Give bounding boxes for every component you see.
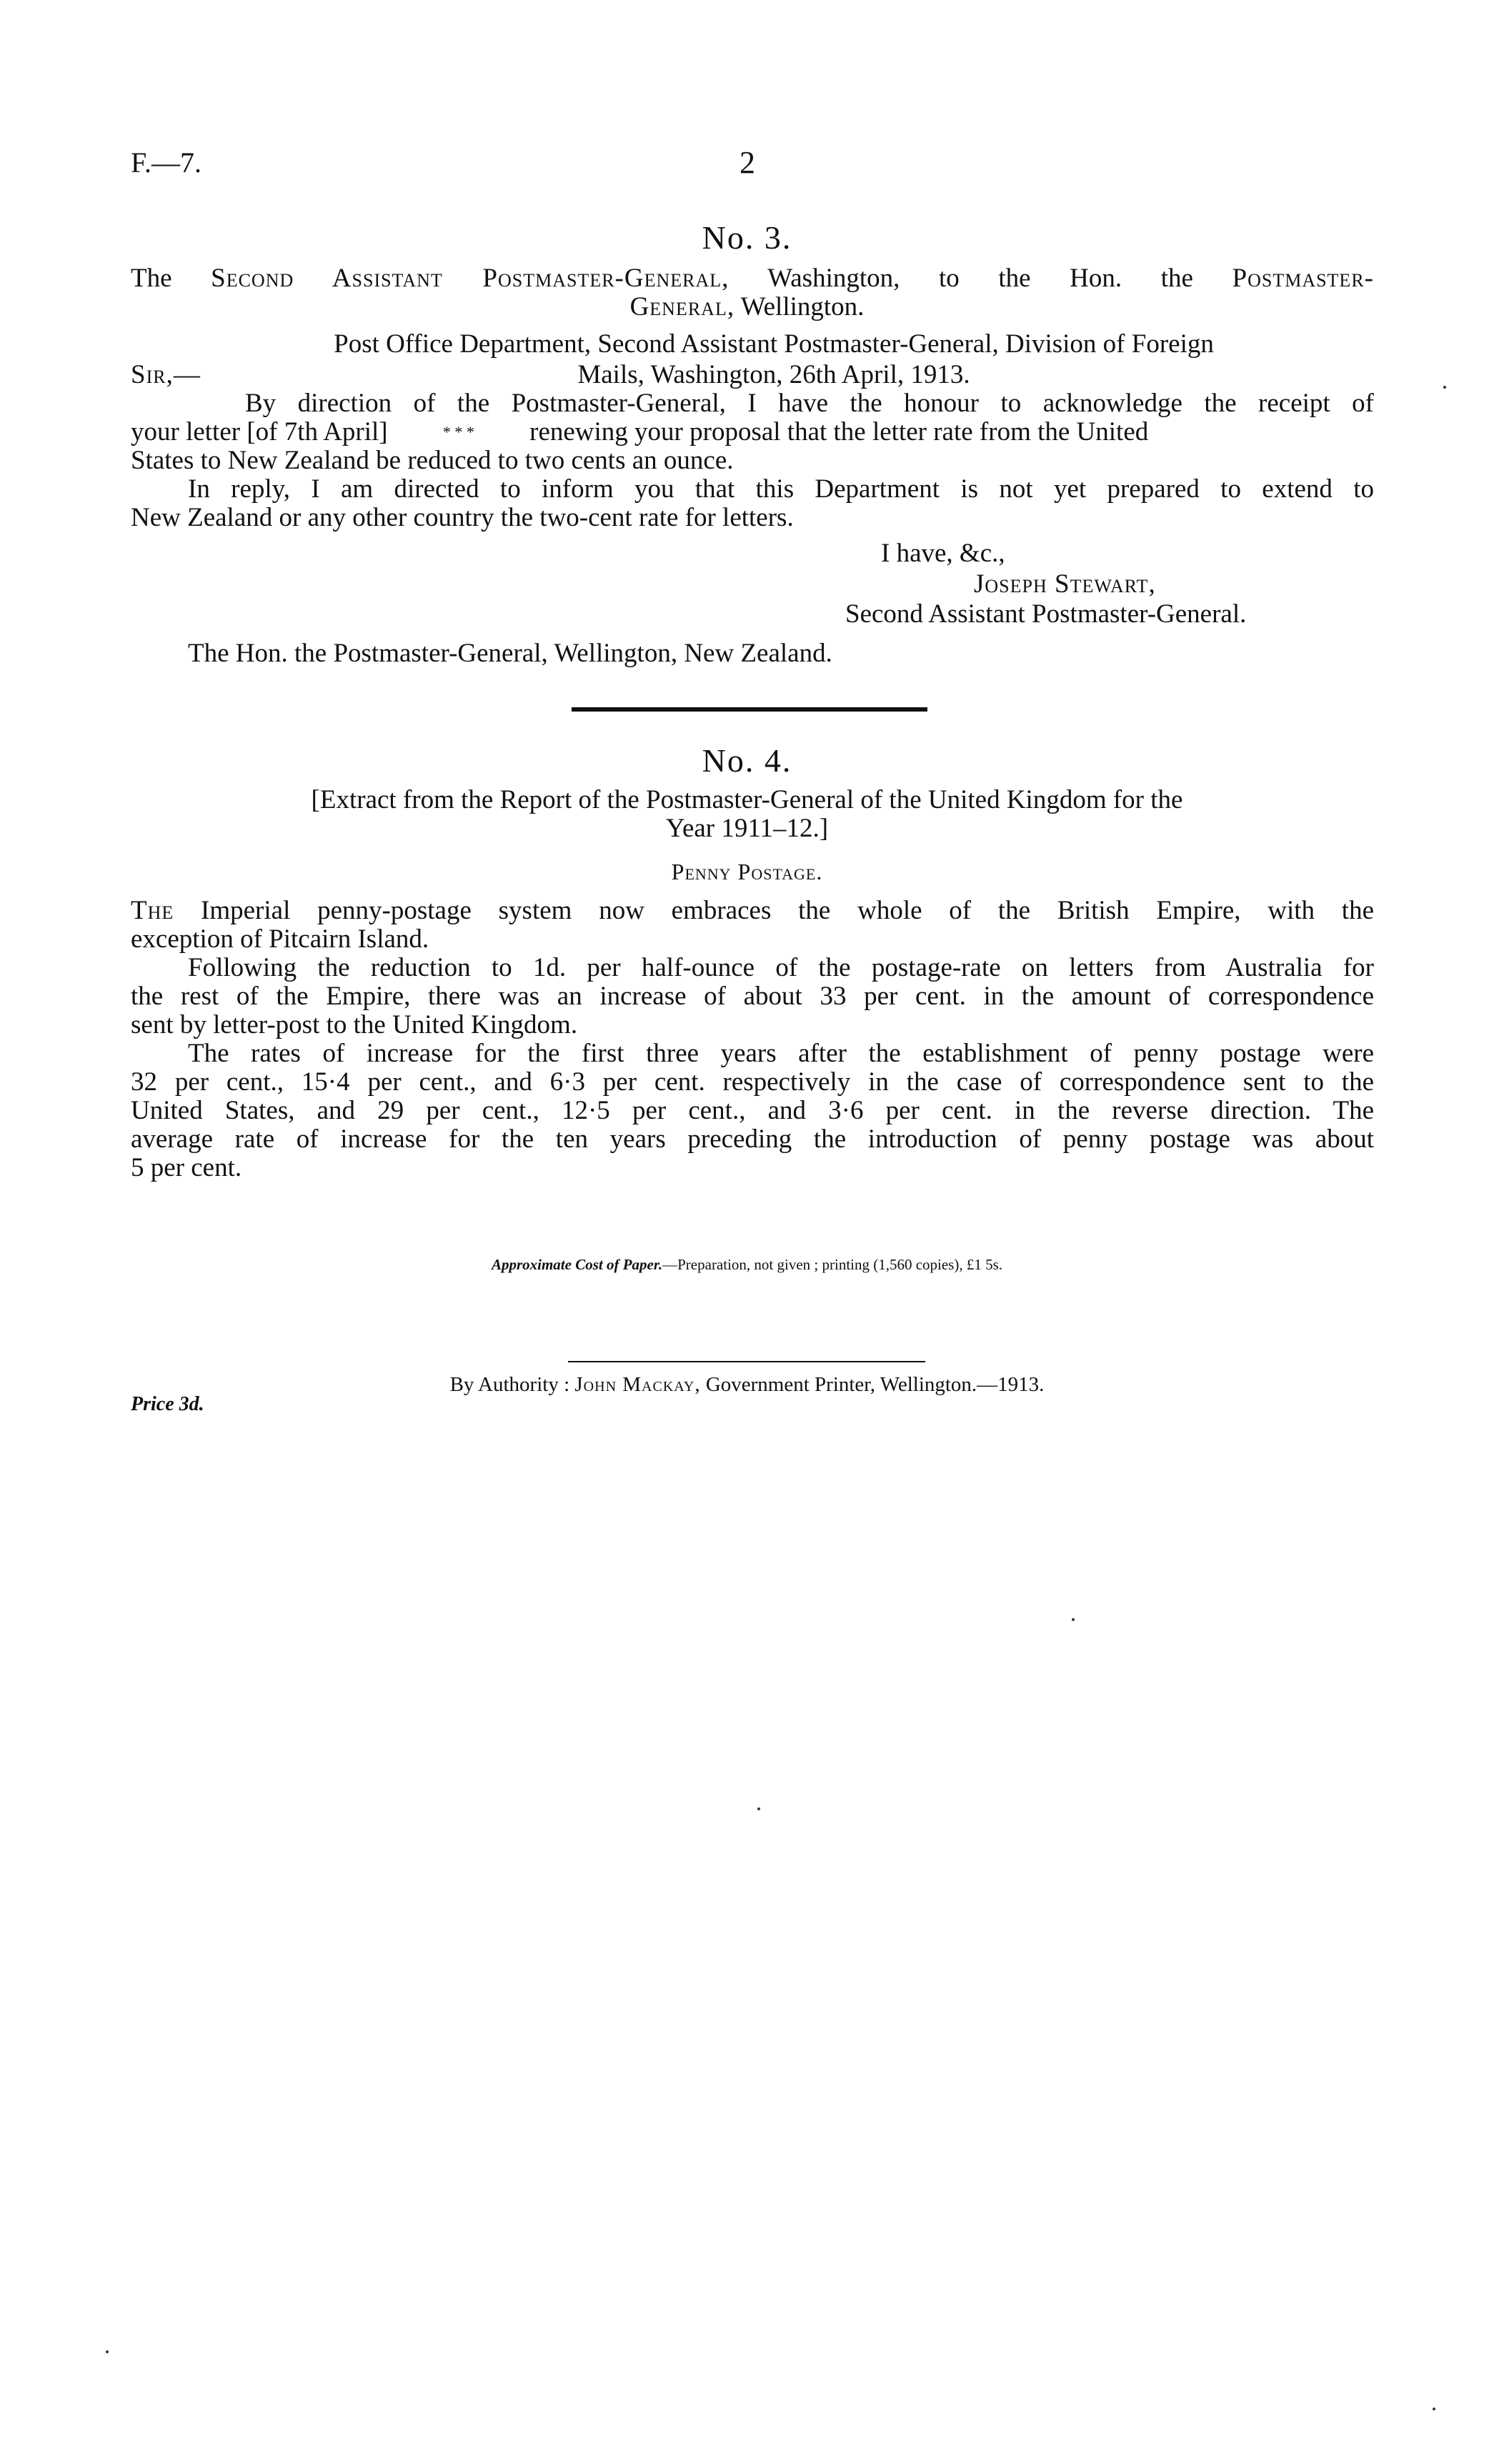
paragraph-lead-word: The [131, 896, 174, 925]
paragraph-1-line-1: By direction of the Postmaster-General, I have the honour to acknowledge the receipt of [245, 389, 1374, 418]
price: Price 3d. [131, 1393, 204, 1415]
paragraph-1-line-2 [131, 418, 1374, 447]
paragraph-2-line-2: New Zealand or any other country the two-cent rate for letters. [131, 503, 794, 532]
penny-paragraph-3-line-1: The rates of increase for the first three years after the establishment of penny postage were [188, 1039, 1374, 1068]
scan-speck [1072, 1618, 1075, 1621]
recipient-title: Postmaster- [1232, 264, 1374, 293]
address-middle: Washington, to the Hon. the [767, 264, 1193, 293]
paragraph-1-line-2b: renewing your proposal that the letter rate from the United [529, 417, 1149, 447]
penny-paragraph-1-text: Imperial penny-postage system now embraces the whole of the British Empire, with the [201, 896, 1374, 925]
penny-paragraph-3-line-3: United States, and 29 per cent., 12·5 per cent., and 3·6 per cent. in the reverse direction. The [131, 1096, 1374, 1125]
printer-name: John Mackay, [574, 1373, 701, 1396]
footer-rule [568, 1361, 925, 1362]
document-number-4: No. 4. [702, 742, 792, 779]
penny-paragraph-3-line-5: 5 per cent. [131, 1153, 242, 1182]
section-divider [572, 707, 927, 712]
penny-paragraph-2-line-2: the rest of the Empire, there was an increase of about 33 per cent. in the amount of correspondence [131, 982, 1374, 1011]
recipient-title-cont: General, [629, 292, 735, 321]
paragraph-2-line-1: In reply, I am directed to inform you that this Department is not yet prepared to extend to [188, 474, 1374, 504]
sender-title: Second Assistant Postmaster-General, [211, 264, 729, 293]
scan-speck [1433, 2408, 1435, 2410]
address-line-1: The Second Assistant Postmaster-General, Washington, to the Hon. the Postmaster- [131, 264, 1374, 293]
authority-details: Government Printer, Wellington.—1913. [705, 1373, 1045, 1396]
addressee: The Hon. the Postmaster-General, Wellington, New Zealand. [188, 639, 832, 668]
omission-asterisks: * * * [442, 423, 474, 441]
scan-speck [1443, 386, 1446, 389]
closing: I have, &c., [881, 539, 1005, 568]
penny-paragraph-1-line-1 [131, 897, 1374, 925]
authority-prefix: By Authority : [449, 1373, 570, 1396]
penny-paragraph-2-line-1: Following the reduction to 1d. per half-ounce of the postage-rate on letters from Australia for [188, 953, 1374, 982]
address-line-2 [0, 293, 1494, 321]
scan-speck [106, 2350, 109, 2353]
signatory-name: Joseph Stewart, [974, 569, 1156, 599]
document-number-3: No. 3. [702, 219, 792, 256]
document-reference: F.—7. [131, 146, 202, 179]
section-title: Penny Postage. [671, 859, 823, 884]
salutation: Sir,— [131, 360, 201, 389]
letterhead-line-1: Post Office Department, Second Assistant Postmaster-General, Division of Foreign [334, 329, 1214, 359]
paragraph-1-line-2a: your letter [of 7th April] [131, 417, 388, 447]
penny-paragraph-3-line-4: average rate of increase for the ten years preceding the introduction of penny postage was about [131, 1124, 1374, 1154]
letterhead-line-2: Mails, Washington, 26th April, 1913. [577, 360, 970, 389]
extract-line-2: Year 1911–12.] [665, 814, 829, 843]
paragraph-1-line-3: States to New Zealand be reduced to two cents an ounce. [131, 446, 734, 475]
scan-speck [757, 1807, 760, 1810]
penny-paragraph-3-line-2: 32 per cent., 15·4 per cent., and 6·3 per cent. respectively in the case of correspondence sent to the [131, 1067, 1374, 1097]
cost-label: Approximate Cost of Paper. [491, 1256, 663, 1273]
penny-paragraph-1-line-2: exception of Pitcairn Island. [131, 924, 429, 954]
cost-details: —Preparation, not given ; printing (1,560 copies), £1 5s. [662, 1256, 1003, 1273]
signatory-title: Second Assistant Postmaster-General. [845, 599, 1247, 629]
authority-line [0, 1373, 1494, 1396]
extract-line-1: [Extract from the Report of the Postmaster-General of the United Kingdom for the [311, 785, 1183, 814]
recipient-location: Wellington. [740, 292, 865, 321]
page-number: 2 [739, 145, 755, 180]
cost-note [0, 1256, 1494, 1273]
penny-paragraph-2-line-3: sent by letter-post to the United Kingdom. [131, 1010, 578, 1039]
